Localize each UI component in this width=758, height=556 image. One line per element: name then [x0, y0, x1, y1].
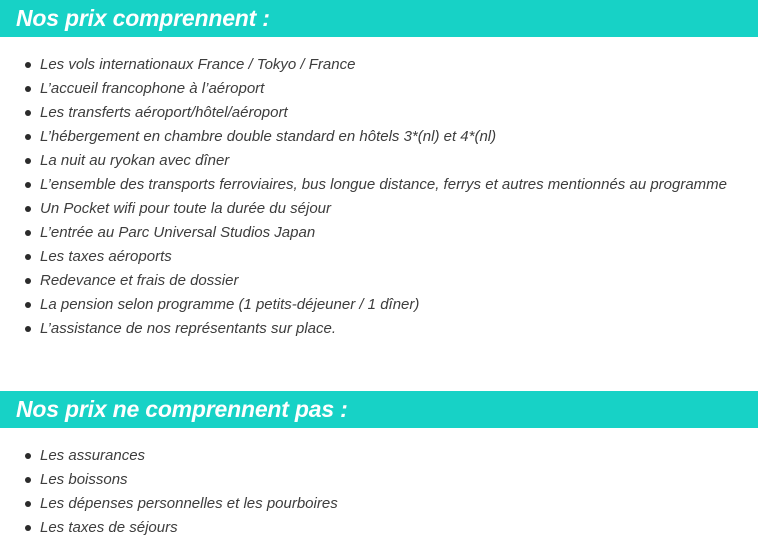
bullet-icon: [25, 254, 31, 260]
list-item-text: Les taxes de séjours: [40, 519, 178, 536]
bullet-icon: [25, 182, 31, 188]
list-item: [0, 317, 727, 341]
list-item-text: La nuit au ryokan avec dîner: [40, 152, 230, 169]
list-item-text: Les boissons: [40, 471, 128, 488]
bullet-icon: [25, 62, 31, 68]
list-item-text: Les assurances: [40, 447, 146, 464]
bullet-icon: [25, 206, 31, 212]
list-item: [0, 516, 338, 540]
list-item-text: Les transferts aéroport/hôtel/aéroport: [40, 104, 288, 121]
list-item-text: Les dépenses personnelles et les pourboires: [40, 495, 338, 512]
bullet-icon: [25, 477, 31, 483]
list-item-text: La pension selon programme (1 petits-déjeuner / 1 dîner): [40, 296, 420, 313]
bullet-icon: [25, 525, 31, 531]
list-item-text: L’accueil francophone à l’aéroport: [40, 80, 265, 97]
list-item: [0, 245, 727, 269]
list-item: [0, 149, 727, 173]
excluded-list: [0, 444, 338, 540]
list-item-text: Redevance et frais de dossier: [40, 272, 239, 289]
bullet-icon: [25, 230, 31, 236]
list-item: [0, 197, 727, 221]
included-list: [0, 53, 727, 341]
bullet-icon: [25, 134, 31, 140]
list-item: [0, 53, 727, 77]
list-item: [0, 293, 727, 317]
list-item: [0, 468, 338, 492]
excluded-section-header: [0, 391, 758, 428]
bullet-icon: [25, 326, 31, 332]
included-section-header: [0, 0, 758, 37]
bullet-icon: [25, 86, 31, 92]
list-item-text: L’ensemble des transports ferroviaires, bus longue distance, ferrys et autres mentionnés au programme: [40, 176, 728, 193]
list-item: [0, 492, 338, 516]
list-item: [0, 173, 727, 197]
bullet-icon: [25, 158, 31, 164]
list-item: [0, 125, 727, 149]
bullet-icon: [25, 302, 31, 308]
bullet-icon: [25, 453, 31, 459]
list-item: [0, 101, 727, 125]
list-item: [0, 444, 338, 468]
bullet-icon: [25, 110, 31, 116]
list-item: [0, 269, 727, 293]
included-title: Nos prix comprennent :: [16, 5, 270, 31]
list-item-text: L’hébergement en chambre double standard en hôtels 3*(nl) et 4*(nl): [40, 128, 497, 145]
excluded-title: Nos prix ne comprennent pas :: [16, 396, 348, 422]
list-item: [0, 77, 727, 101]
bullet-icon: [25, 501, 31, 507]
list-item: [0, 221, 727, 245]
list-item-text: Un Pocket wifi pour toute la durée du séjour: [40, 200, 331, 217]
list-item-text: Les taxes aéroports: [40, 248, 172, 265]
bullet-icon: [25, 278, 31, 284]
list-item-text: Les vols internationaux France / Tokyo / France: [40, 56, 356, 73]
list-item-text: L’assistance de nos représentants sur place.: [40, 320, 337, 337]
list-item-text: L’entrée au Parc Universal Studios Japan: [40, 224, 316, 241]
